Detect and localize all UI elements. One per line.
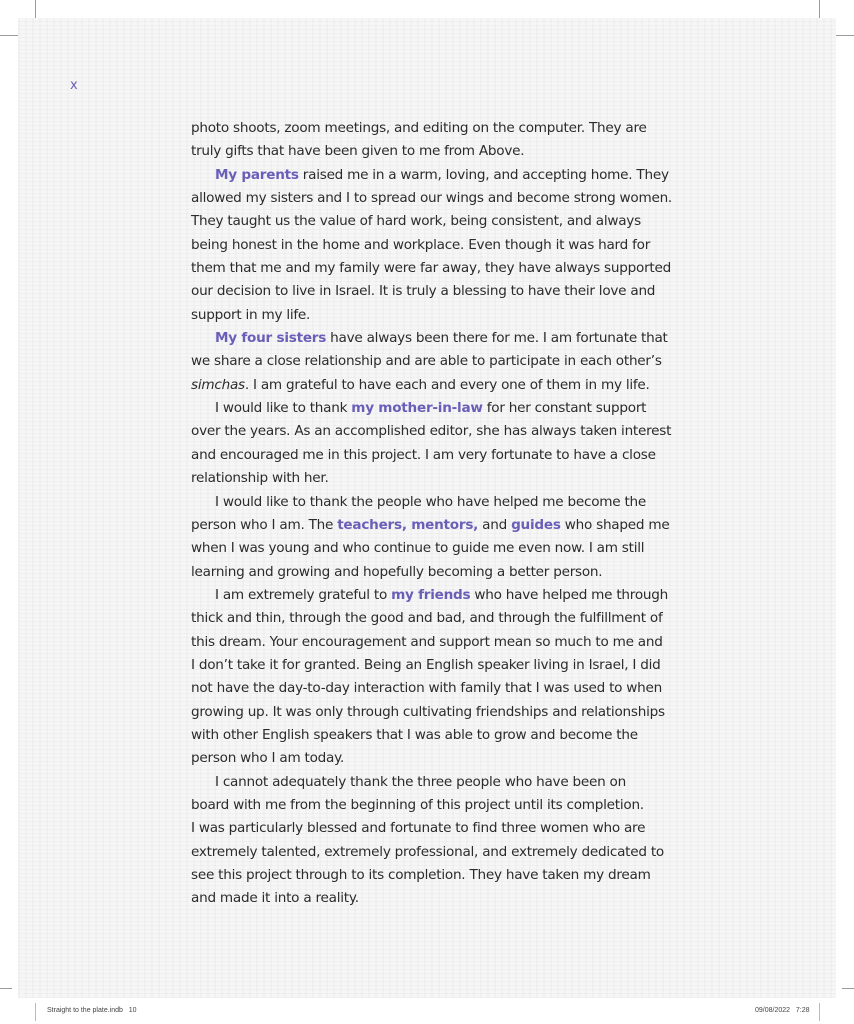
slug-timestamp: 09/08/2022 7:28 (755, 1007, 810, 1014)
crop-mark-top-right-vertical (819, 0, 820, 18)
text-run: . I am grateful to have each and every one of them in my life. (244, 376, 650, 393)
text-line (191, 374, 671, 397)
highlighted-phrase: my friends (391, 586, 471, 603)
slug-bar-right (819, 1003, 820, 1021)
text-run: who shaped me (560, 516, 670, 533)
crop-mark-top-right-horizontal (836, 35, 854, 36)
text-line (191, 607, 671, 630)
paragraph (191, 584, 671, 771)
text-line (191, 654, 671, 677)
text-line (191, 864, 671, 887)
text-run: I would like to thank (215, 400, 352, 417)
text-run: not have the day-to-day interaction with family that I was used to when (191, 680, 663, 697)
text-run: our decision to live in Israel. It is truly a blessing to have their love and (191, 283, 656, 300)
text-line (191, 210, 671, 233)
text-run: being honest in the home and workplace. Even though it was hard for (191, 236, 651, 253)
text-line (191, 491, 671, 514)
text-run: raised me in a warm, loving, and accepting home. They (298, 166, 669, 183)
text-run: over the years. As an accomplished editor, she has always taken interest (191, 423, 672, 440)
text-line (191, 677, 671, 700)
text-run: thick and thin, through the good and bad, and through the fulfillment of (191, 610, 663, 627)
text-run: growing up. It was only through cultivating friendships and relationships (191, 703, 665, 720)
text-run: when I was young and who continue to guide me even now. I am still (191, 540, 645, 557)
text-line (191, 444, 671, 467)
text-run: truly gifts that have been given to me from Above. (191, 143, 525, 160)
slug-bar-left (35, 1003, 36, 1021)
text-run: learning and growing and hopefully becoming a better person. (191, 563, 603, 580)
paragraph (191, 117, 671, 164)
crop-mark-bottom-right-horizontal (842, 988, 854, 989)
text-run: this dream. Your encouragement and support mean so much to me and (191, 633, 663, 650)
text-run: see this project through to its completion. They have taken my dream (191, 867, 651, 883)
text-line (191, 747, 671, 770)
highlighted-phrase: My parents (215, 166, 299, 183)
paragraph (191, 327, 671, 397)
text-line (191, 537, 671, 560)
text-run: for her constant support (482, 400, 647, 417)
text-line (191, 584, 671, 607)
text-line (191, 771, 671, 794)
text-line (191, 234, 671, 257)
text-line (191, 514, 671, 537)
highlighted-phrase: my mother-in-law (351, 400, 483, 417)
text-line (191, 187, 671, 210)
text-run: I was particularly blessed and fortunate to find three women who are (191, 820, 646, 837)
crop-mark-top-left-horizontal (0, 35, 18, 36)
body-text (191, 117, 671, 911)
text-line (191, 280, 671, 303)
text-line (191, 257, 671, 280)
text-run: I don’t take it for granted. Being an English speaker living in Israel, I did (191, 656, 661, 673)
text-run: who have helped me through (470, 586, 669, 603)
highlighted-phrase: teachers, mentors, (337, 516, 479, 533)
text-run: extremely talented, extremely professional, and extremely dedicated to (191, 843, 664, 860)
text-line (191, 117, 671, 140)
text-line (191, 794, 671, 817)
text-line (191, 304, 671, 327)
text-line (191, 561, 671, 584)
text-run: have always been there for me. I am fortunate that (326, 330, 668, 347)
text-run: photo shoots, zoom meetings, and editing on the computer. They are (191, 120, 647, 136)
text-line (191, 327, 671, 350)
text-run: I would like to thank the people who have helped me become the (215, 493, 647, 510)
text-line (191, 420, 671, 443)
text-line (191, 887, 671, 910)
text-run: person who I am today. (191, 750, 345, 767)
text-run: support in my life. (191, 306, 311, 323)
text-line (191, 140, 671, 163)
crop-mark-top-left-vertical (35, 0, 36, 18)
slug-filename: Straight to the plate.indb 10 (47, 1007, 137, 1014)
text-run: with other English speakers that I was able to grow and become the (191, 726, 638, 743)
text-run: allowed my sisters and I to spread our wings and become strong women. (191, 190, 673, 207)
text-run: and encouraged me in this project. I am very fortunate to have a close (191, 446, 656, 463)
text-line (191, 841, 671, 864)
text-run: person who I am. The (191, 516, 338, 533)
text-run: and (478, 516, 512, 533)
text-line (191, 631, 671, 654)
text-line (191, 817, 671, 840)
text-run: board with me from the beginning of this project until its completion. (191, 796, 644, 813)
paragraph (191, 771, 671, 911)
page-marker: x (70, 78, 78, 93)
highlighted-phrase: guides (511, 516, 561, 533)
text-run: relationship with her. (191, 470, 329, 487)
text-run: we share a close relationship and are able to participate in each other’s (191, 353, 662, 370)
italic-term: simchas (191, 376, 245, 393)
text-run: and made it into a reality. (191, 890, 359, 907)
text-line (191, 467, 671, 490)
text-line (191, 350, 671, 373)
text-line (191, 164, 671, 187)
text-line (191, 724, 671, 747)
text-run: I cannot adequately thank the three people who have been on (215, 773, 626, 790)
crop-mark-bottom-left-horizontal (0, 988, 12, 989)
text-line (191, 701, 671, 724)
text-run: I am extremely grateful to (215, 586, 392, 603)
paragraph (191, 397, 671, 490)
paragraph (191, 164, 671, 327)
text-line (191, 397, 671, 420)
paragraph (191, 491, 671, 584)
highlighted-phrase: My four sisters (215, 330, 327, 347)
text-run: them that me and my family were far away, they have always supported (191, 260, 671, 277)
text-run: They taught us the value of hard work, being consistent, and always (191, 213, 641, 230)
